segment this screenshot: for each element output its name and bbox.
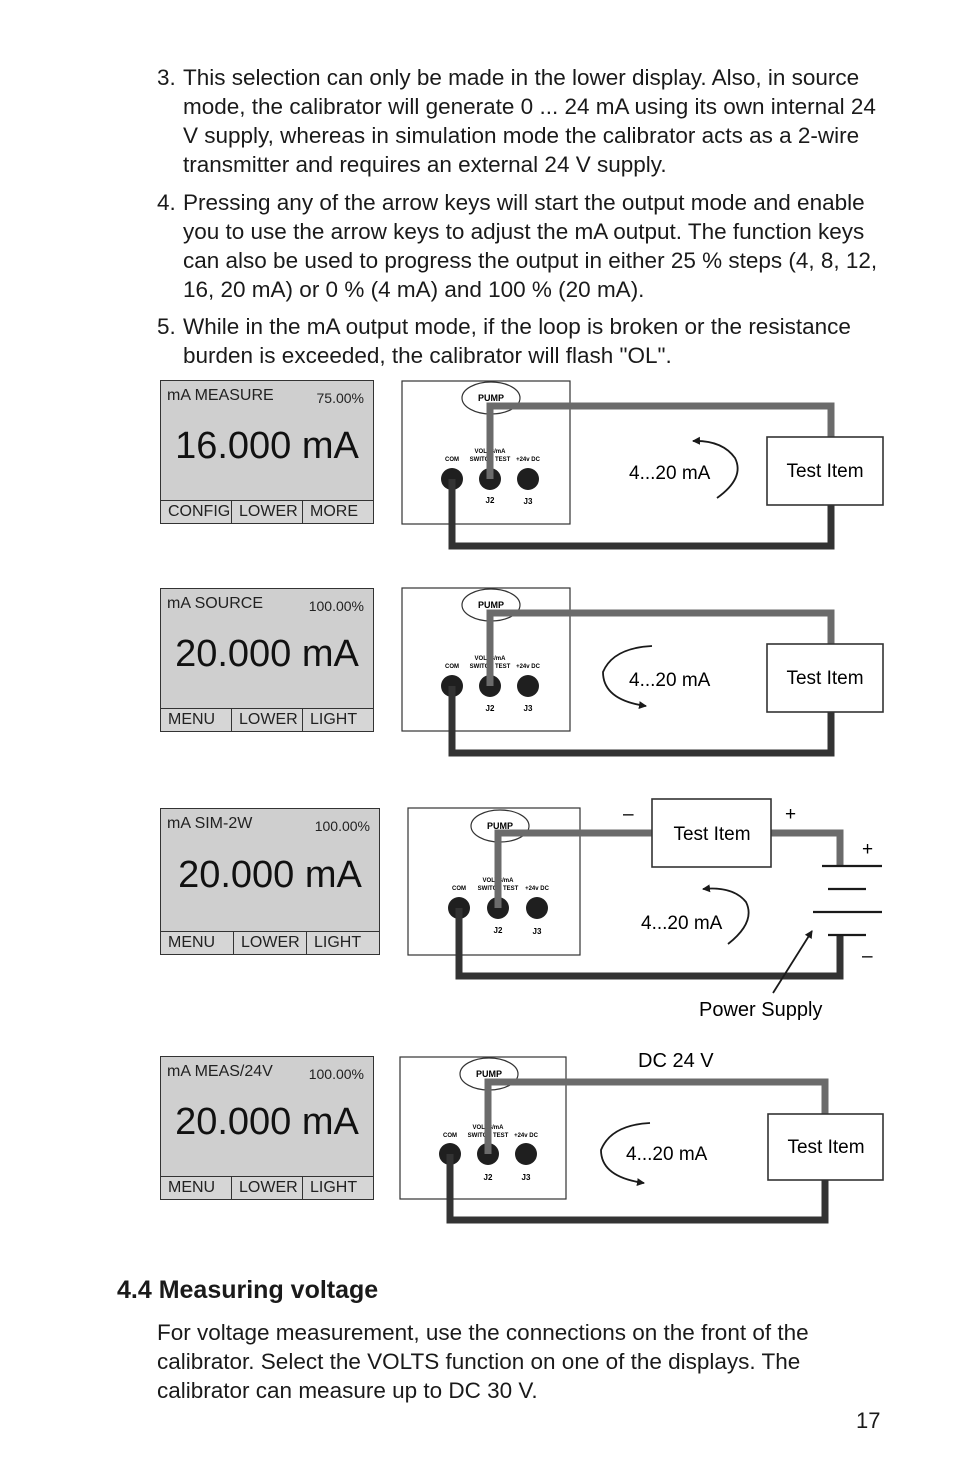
softkey-lower: LOWER — [231, 501, 302, 523]
softkey-light: LIGHT — [302, 709, 373, 731]
dc24-label: +24v DC — [516, 664, 540, 670]
test-item-plus-label: + — [785, 804, 797, 825]
com-label: COM — [445, 664, 459, 670]
j3-jack-icon — [517, 675, 539, 697]
diagram-sim-2w — [408, 799, 882, 1021]
list-number: 5. — [157, 314, 176, 339]
j3-label: J3 — [521, 1173, 531, 1182]
softkey-menu: MENU — [168, 711, 216, 728]
volts-label: VOLTS/mA — [474, 449, 506, 455]
switch-test-label: SWITCH TEST — [469, 457, 511, 463]
lcd-value: 20.000 mA — [178, 854, 362, 896]
switch-test-label: SWITCH TEST — [477, 886, 519, 892]
dc-24v-label: DC 24 V — [638, 1050, 714, 1072]
j3-label: J3 — [523, 704, 533, 713]
current-range-label: 4...20 mA — [629, 463, 711, 484]
dc24-label: +24v DC — [525, 886, 549, 892]
softkey-menu: MENU — [168, 934, 216, 951]
j3-label: J3 — [523, 497, 533, 506]
softkey-menu: MENU — [168, 1179, 216, 1196]
list-number: 3. — [157, 65, 176, 90]
j2-label: J2 — [485, 704, 495, 713]
dc24-label: +24v DC — [516, 457, 540, 463]
com-label: COM — [445, 457, 459, 463]
com-label: COM — [452, 886, 466, 892]
volts-label: VOLTS/mA — [474, 656, 506, 662]
j3-jack-icon — [515, 1143, 537, 1165]
lcd-percent: 100.00% — [308, 598, 364, 614]
test-item-label: Test Item — [673, 824, 751, 845]
softkey-lower: LOWER — [231, 1177, 302, 1199]
test-item-label: Test Item — [786, 668, 864, 689]
pump-label: PUMP — [477, 393, 505, 403]
j2-label: J2 — [485, 496, 495, 505]
list-number: 4. — [157, 190, 176, 215]
lcd-percent: 100.00% — [314, 818, 370, 834]
list-text: This selection can only be made in the lower display. Also, in source mode, the calibrator will generate 0 ... 24 mA using its own internal 24 V supply, whereas in simulation mode the calibrator acts as a 2-wire transmitter and requires an external 24 V supply. — [183, 65, 876, 177]
lcd-value: 20.000 mA — [175, 633, 359, 675]
diagram-meas-24v — [400, 1050, 883, 1220]
test-item-label: Test Item — [787, 1137, 865, 1158]
j3-label: J3 — [532, 927, 542, 936]
volts-label: VOLTS/mA — [472, 1125, 504, 1131]
supply-minus-label: – — [862, 946, 873, 967]
j2-label: J2 — [483, 1173, 493, 1182]
pump-label: PUMP — [486, 821, 514, 831]
com-label: COM — [443, 1133, 457, 1139]
current-range-label: 4...20 mA — [629, 670, 711, 691]
switch-test-label: SWITCH TEST — [469, 664, 511, 670]
lcd-value: 20.000 mA — [175, 1101, 359, 1143]
switch-test-label: SWITCH TEST — [467, 1133, 509, 1139]
softkey-config: CONFIG — [168, 503, 231, 520]
list-text: Pressing any of the arrow keys will start the output mode and enable you to use the arrow keys to adjust the mA output. The function keys can also be used to progress the output in either 25 % steps (4, 8, 12, 16, 20 mA) or 0 % (4 mA) and 100 % (20 mA). — [183, 190, 878, 302]
lcd-value: 16.000 mA — [175, 425, 359, 467]
supply-plus-label: + — [862, 839, 874, 860]
softkey-lower: LOWER — [231, 709, 302, 731]
lcd-mode: mA MEASURE — [167, 387, 274, 404]
page-number: 17 — [856, 1408, 881, 1433]
section-heading: 4.4 Measuring voltage — [117, 1276, 379, 1304]
test-item-label: Test Item — [786, 461, 864, 482]
dc24-label: +24v DC — [514, 1133, 538, 1139]
diagram-source — [402, 588, 883, 753]
j3-jack-icon — [517, 468, 539, 490]
softkey-more: MORE — [302, 501, 373, 523]
pump-label: PUMP — [475, 1069, 503, 1079]
pump-label: PUMP — [477, 600, 505, 610]
current-range-label: 4...20 mA — [626, 1144, 708, 1165]
lcd-percent: 75.00% — [316, 390, 364, 406]
pointer-arrow-icon — [773, 931, 812, 993]
softkey-light: LIGHT — [302, 1177, 373, 1199]
current-range-label: 4...20 mA — [641, 913, 723, 934]
lcd-mode: mA MEAS/24V — [167, 1063, 273, 1080]
test-item-minus-label: – — [623, 804, 634, 825]
softkey-light: LIGHT — [306, 932, 379, 954]
j3-jack-icon — [526, 897, 548, 919]
diagram-measure — [402, 381, 883, 546]
lcd-percent: 100.00% — [308, 1066, 364, 1082]
lcd-mode: mA SOURCE — [167, 595, 264, 612]
wire-gray-supply — [771, 833, 840, 866]
volts-label: VOLTS/mA — [482, 878, 514, 884]
j2-label: J2 — [493, 926, 503, 935]
section-paragraph: For voltage measurement, use the connections on the front of the calibrator. Select the VOLTS function on one of the displays. The calibrator can measure up to DC 30 V. — [157, 1320, 809, 1403]
power-supply-label: Power Supply — [699, 999, 823, 1021]
lcd-mode: mA SIM-2W — [167, 815, 253, 832]
softkey-lower: LOWER — [233, 932, 306, 954]
list-text: While in the mA output mode, if the loop is broken or the resistance burden is exceeded, the calibrator will flash "OL". — [183, 314, 851, 368]
